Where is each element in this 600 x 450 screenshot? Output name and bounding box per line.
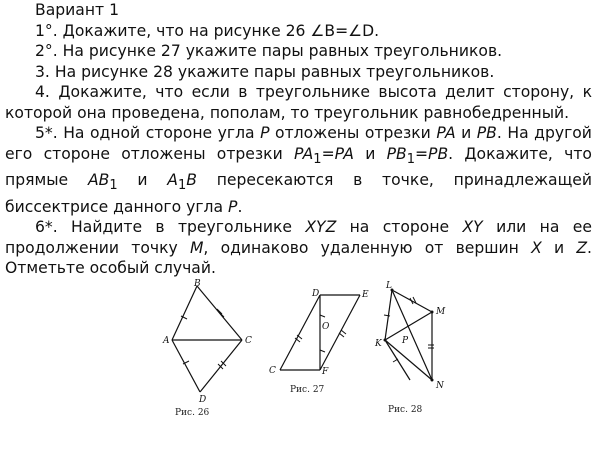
problem-5-segment-pa: PA bbox=[436, 124, 456, 142]
figure-28 bbox=[370, 280, 480, 424]
problem-2-number: 2°. bbox=[35, 42, 58, 60]
worksheet-text bbox=[5, 0, 592, 279]
problem-3-text: На рисунке 28 укажите пары равных треугольников. bbox=[54, 62, 495, 81]
fig28-label-l: L bbox=[386, 281, 392, 291]
fig27-label-f: F bbox=[322, 367, 329, 377]
variant-title: Вариант 1 bbox=[35, 1, 119, 19]
problem-5-and: и bbox=[461, 124, 472, 142]
fig26-caption: Рис. 26 bbox=[175, 408, 210, 418]
fig27-label-e: E bbox=[362, 290, 369, 300]
problem-5-eq-pa: =PA bbox=[321, 144, 354, 163]
problem-5-and-3: и bbox=[137, 171, 148, 190]
problem-5-line-a1b-a: A bbox=[167, 171, 178, 190]
problem-5-number: 5*. bbox=[35, 124, 58, 142]
problem-6-number: 6*. bbox=[35, 218, 58, 237]
problem-4-number: 4. bbox=[35, 83, 50, 101]
fig28-label-p: P bbox=[402, 336, 409, 346]
problem-5-sub: 1 bbox=[313, 151, 322, 167]
fig26-label-b: B bbox=[194, 279, 201, 289]
problem-5-sub: 1 bbox=[406, 151, 415, 167]
fig26-label-d: D bbox=[199, 395, 207, 405]
figure-26-drawing bbox=[160, 278, 280, 418]
problem-4 bbox=[5, 82, 592, 123]
problem-2-text: На рисунке 27 укажите пары равных треугольников. bbox=[62, 42, 503, 60]
fig27-label-d: D bbox=[312, 289, 320, 299]
problem-1 bbox=[5, 21, 592, 42]
problem-6-text-e: . Отметьте особый случай. bbox=[5, 238, 592, 278]
problem-6-side-xy: XY bbox=[462, 218, 483, 237]
fig27-caption: Рис. 27 bbox=[290, 385, 325, 395]
figure-27 bbox=[265, 285, 375, 409]
fig28-label-n: N bbox=[436, 381, 444, 391]
problem-6-text-d: , одинаково удаленную от вершин bbox=[203, 238, 519, 257]
problem-5-segment-pb: PB bbox=[476, 124, 497, 142]
problem-6 bbox=[5, 217, 592, 279]
fig26-label-c: C bbox=[245, 336, 252, 346]
problem-5-text-b: отложены отрезки bbox=[275, 124, 431, 142]
fig27-label-c: C bbox=[269, 366, 276, 376]
fig28-label-k: K bbox=[375, 339, 382, 349]
problem-5-sub: 1 bbox=[109, 178, 118, 194]
problem-5-point-p: P bbox=[260, 124, 270, 142]
problem-2 bbox=[5, 41, 592, 62]
problem-1-text: Докажите, что на рисунке 26 ∠B=∠D. bbox=[62, 21, 380, 40]
problem-6-point-m: M bbox=[189, 238, 204, 257]
problem-5-line-ab1: AB bbox=[87, 171, 110, 190]
fig27-label-o: O bbox=[322, 322, 330, 332]
figure-26 bbox=[160, 278, 280, 422]
problem-6-text-b: на стороне bbox=[349, 218, 450, 237]
problem-5-end: . bbox=[237, 197, 243, 216]
problem-6-and: и bbox=[553, 238, 565, 257]
problem-5-sub: 1 bbox=[177, 178, 187, 194]
problem-3-number: 3. bbox=[35, 62, 50, 81]
problem-5-text-a: На одной стороне угла bbox=[63, 124, 255, 142]
problem-6-text-a: Найдите в треугольнике bbox=[71, 218, 292, 237]
problem-6-vertex-z: Z bbox=[576, 238, 588, 257]
problem-5-text-e: пересекаются в точке, принадлежащей биссектрисе данного угла bbox=[5, 171, 592, 216]
problem-4-text: Докажите, что если в треугольнике высота делит сторону, к которой она проведена, пополам, то треугольник равнобедренный. bbox=[5, 83, 592, 122]
problem-5 bbox=[5, 123, 592, 217]
problem-5-text-d: . Докажите, что прямые bbox=[5, 144, 592, 190]
problem-5-line-a1b-b: B bbox=[186, 171, 197, 190]
problem-5-text-c: . На другой его стороне отложены отрезки bbox=[5, 124, 592, 163]
problem-1-number: 1°. bbox=[35, 21, 58, 40]
problem-5-segment-pa1: PA bbox=[294, 144, 314, 163]
problem-5-segment-pb1: PB bbox=[386, 144, 407, 163]
problem-3 bbox=[5, 62, 592, 83]
fig28-caption: Рис. 28 bbox=[388, 405, 423, 415]
problem-6-triangle-xyz: XYZ bbox=[305, 218, 337, 237]
fig28-label-m: M bbox=[436, 307, 446, 317]
problem-6-text-c: или на ее продолжении точку bbox=[5, 218, 592, 257]
problem-5-point-p-2: P bbox=[228, 197, 238, 216]
figure-28-drawing bbox=[370, 280, 480, 420]
fig26-label-a: A bbox=[163, 336, 170, 346]
figure-27-drawing bbox=[265, 285, 375, 405]
problem-5-and-2: и bbox=[365, 144, 376, 163]
problem-6-vertex-x: X bbox=[531, 238, 542, 257]
problem-5-eq-pb: =PB bbox=[414, 144, 449, 163]
